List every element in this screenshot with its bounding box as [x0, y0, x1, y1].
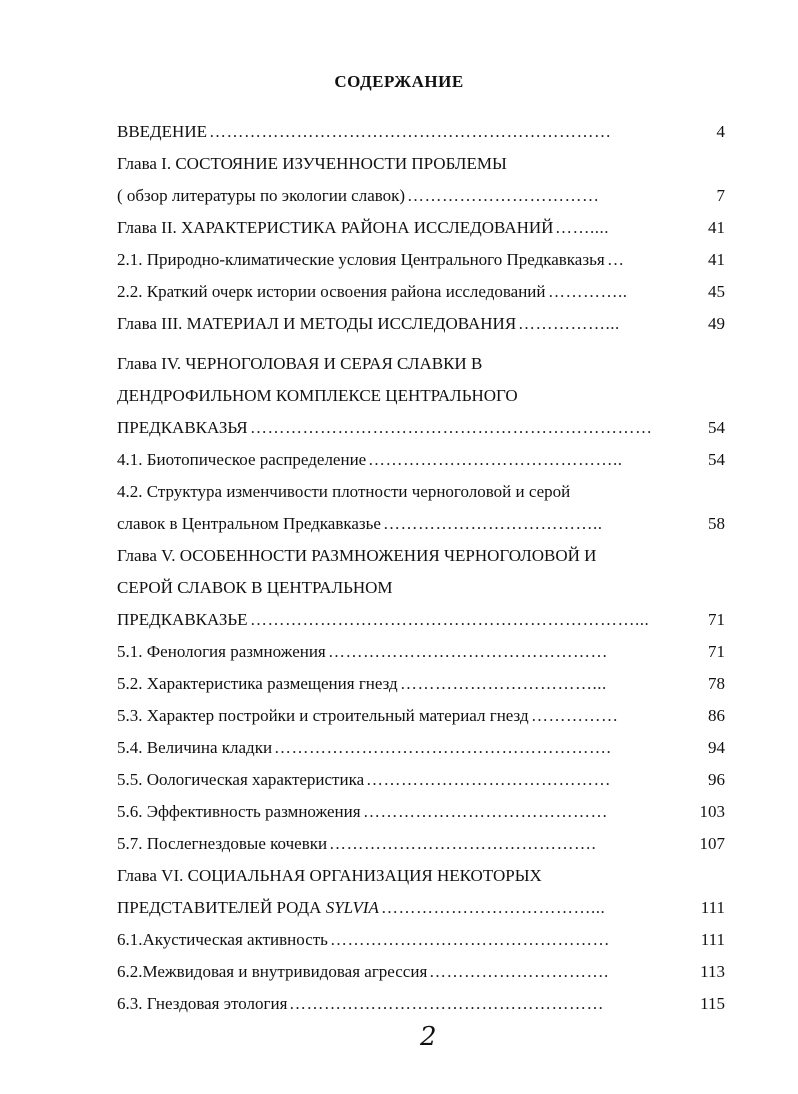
- toc-leader-dots: [544, 864, 677, 888]
- toc-entry-text: Глава VI. СОЦИАЛЬНАЯ ОРГАНИЗАЦИЯ НЕКОТОРЫХ: [117, 866, 542, 885]
- toc-entry-text: ( обзор литературы по экологии славок): [117, 186, 406, 205]
- toc-leader-dots: ……………………………………: [363, 802, 608, 821]
- toc-entry: [117, 120, 725, 144]
- toc-title: СОДЕРЖАНИЕ: [334, 72, 464, 91]
- toc-entry-text: Глава II. ХАРАКТЕРИСТИКА РАЙОНА ИССЛЕДОВАНИЙ: [117, 218, 554, 237]
- toc-entry: [117, 864, 725, 888]
- toc-entry: [117, 280, 725, 304]
- toc-entry-text: Глава I. СОСТОЯНИЕ ИЗУЧЕННОСТИ ПРОБЛЕМЫ: [117, 154, 507, 173]
- toc-entry-text: ПРЕДСТАВИТЕЛЕЙ РОДА SYLVIA: [117, 898, 379, 917]
- toc-leader-dots: ………………………………..: [383, 514, 603, 533]
- toc-page-number: 94: [708, 738, 725, 757]
- toc-page-number: 96: [708, 770, 725, 789]
- toc-leader-dots: ………………………………………………….: [274, 738, 612, 757]
- toc-entry-text: ПРЕДКАВКАЗЬЕ: [117, 610, 248, 629]
- toc-leader-dots: ……………………………...: [400, 674, 607, 693]
- toc-page-number: 111: [700, 898, 725, 917]
- toc-entry-text: 5.7. Послегнездовые кочевки: [117, 834, 328, 853]
- toc-entry-text: 5.6. Эффективность размножения: [117, 802, 361, 821]
- toc-entry: [117, 544, 725, 568]
- toc-page-number: 71: [708, 610, 725, 629]
- toc-entry-text: Глава V. ОСОБЕННОСТИ РАЗМНОЖЕНИЯ ЧЕРНОГОЛОВОЙ И: [117, 546, 597, 565]
- toc-entry: [117, 960, 725, 984]
- toc-entry: [117, 184, 725, 208]
- toc-leader-dots: [572, 480, 677, 504]
- toc-leader-dots: [509, 152, 677, 176]
- toc-page-number: 7: [716, 186, 725, 205]
- toc-page-number: 4: [716, 122, 725, 141]
- toc-page-number: 115: [700, 994, 725, 1013]
- toc-entry: [117, 352, 725, 376]
- toc-entry: [117, 152, 725, 176]
- toc-entry-text: 6.3. Гнездовая этология: [117, 994, 288, 1013]
- toc-entry-text: 5.2. Характеристика размещения гнезд: [117, 674, 398, 693]
- toc-leader-dots: ……………………………………………………………: [250, 418, 653, 437]
- toc-leader-dots: …………………………………………: [330, 930, 610, 949]
- toc-leader-dots: [520, 384, 677, 408]
- toc-entry-text: 6.1.Акустическая активность: [117, 930, 328, 949]
- toc-entry-text: Глава III. МАТЕРИАЛ И МЕТОДЫ ИССЛЕДОВАНИЯ: [117, 314, 517, 333]
- toc-leader-dots: ……………………………………………………………: [209, 122, 612, 141]
- toc-entry: [117, 640, 725, 664]
- toc-entry: [117, 608, 725, 632]
- toc-page-number: 86: [708, 706, 725, 725]
- toc-leader-dots: ……………………………………….: [329, 834, 597, 853]
- toc-entry: [117, 704, 725, 728]
- toc-entry: [117, 896, 725, 920]
- toc-page-number: 111: [700, 930, 725, 949]
- toc-entry: [117, 448, 725, 472]
- toc-entry-text: 5.5. Оологическая характеристика: [117, 770, 365, 789]
- toc-entry-text: 4.1. Биотопическое распределение: [117, 450, 367, 469]
- toc-page-number: 45: [708, 282, 725, 301]
- toc-page-number: 113: [700, 962, 725, 981]
- toc-page-number: 54: [708, 450, 725, 469]
- toc-page-number: 103: [699, 802, 725, 821]
- toc-entry: [117, 832, 725, 856]
- toc-entry-text: ДЕНДРОФИЛЬНОМ КОМПЛЕКСЕ ЦЕНТРАЛЬНОГО: [117, 386, 518, 405]
- toc-page-number: 58: [708, 514, 725, 533]
- toc-leader-dots: ……………………………: [407, 186, 600, 205]
- toc-leader-dots: ……………………………………: [366, 770, 611, 789]
- toc-entry-text: 5.4. Величина кладки: [117, 738, 273, 757]
- toc-entry: [117, 992, 725, 1016]
- toc-entry: [117, 736, 725, 760]
- toc-page-number: 41: [708, 218, 725, 237]
- toc-entry-text: Глава IV. ЧЕРНОГОЛОВАЯ И СЕРАЯ СЛАВКИ В: [117, 354, 483, 373]
- toc-entry: [117, 672, 725, 696]
- toc-entry-text: ПРЕДКАВКАЗЬЯ: [117, 418, 248, 437]
- toc-entry: [117, 928, 725, 952]
- toc-leader-dots: …………………………………………: [328, 642, 608, 661]
- genus-name: SYLVIA: [325, 898, 379, 917]
- toc-leader-dots: ……………………………………..: [368, 450, 623, 469]
- toc-entry-text: 4.2. Структура изменчивости плотности черноголовой и серой: [117, 482, 571, 501]
- toc-leader-dots: [395, 576, 677, 600]
- handwritten-page-number: 2: [420, 1022, 437, 1052]
- toc-page-number: 41: [708, 250, 725, 269]
- toc-leader-dots: [598, 544, 677, 568]
- toc-page-number: 78: [708, 674, 725, 693]
- toc-leader-dots: [484, 352, 677, 376]
- toc-entry-text: 2.2. Краткий очерк истории освоения района исследований: [117, 282, 546, 301]
- toc-page-number: 49: [708, 314, 725, 333]
- toc-leader-dots: ……………: [531, 706, 619, 725]
- toc-entry: [117, 416, 725, 440]
- toc-leader-dots: …………………………………………………………...: [250, 610, 650, 629]
- toc-leader-dots: ………………………………………………: [289, 994, 604, 1013]
- toc-entry: [117, 768, 725, 792]
- toc-page-number: 54: [708, 418, 725, 437]
- toc-entry: [117, 312, 725, 336]
- toc-page-number: 107: [699, 834, 725, 853]
- toc-page-number: 71: [708, 642, 725, 661]
- toc-entry-text: 5.1. Фенология размножения: [117, 642, 326, 661]
- toc-entry-text: 6.2.Межвидовая и внутривидовая агрессия: [117, 962, 428, 981]
- toc-entry-text: СЕРОЙ СЛАВОК В ЦЕНТРАЛЬНОМ: [117, 578, 393, 597]
- toc-entry: [117, 216, 725, 240]
- toc-entry: [117, 512, 725, 536]
- toc-entry: [117, 248, 725, 272]
- toc-leader-dots: ……....: [555, 218, 609, 237]
- toc-entry: [117, 576, 725, 600]
- toc-entry: [117, 800, 725, 824]
- toc-entry-text: 5.3. Характер постройки и строительный материал гнезд: [117, 706, 529, 725]
- toc-entry-text: 2.1. Природно-климатические условия Центрального Предкавказья: [117, 250, 605, 269]
- toc-entry-text: ВВЕДЕНИЕ: [117, 122, 207, 141]
- toc-leader-dots: ………………………………...: [381, 898, 606, 917]
- toc-leader-dots: ……………...: [518, 314, 620, 333]
- toc-entry: [117, 384, 725, 408]
- toc-entry-text: славок в Центральном Предкавказье: [117, 514, 381, 533]
- toc-leader-dots: …: [607, 250, 625, 269]
- toc-leader-dots: ………………………….: [429, 962, 609, 981]
- toc-entry: [117, 480, 725, 504]
- toc-leader-dots: …………..: [548, 282, 628, 301]
